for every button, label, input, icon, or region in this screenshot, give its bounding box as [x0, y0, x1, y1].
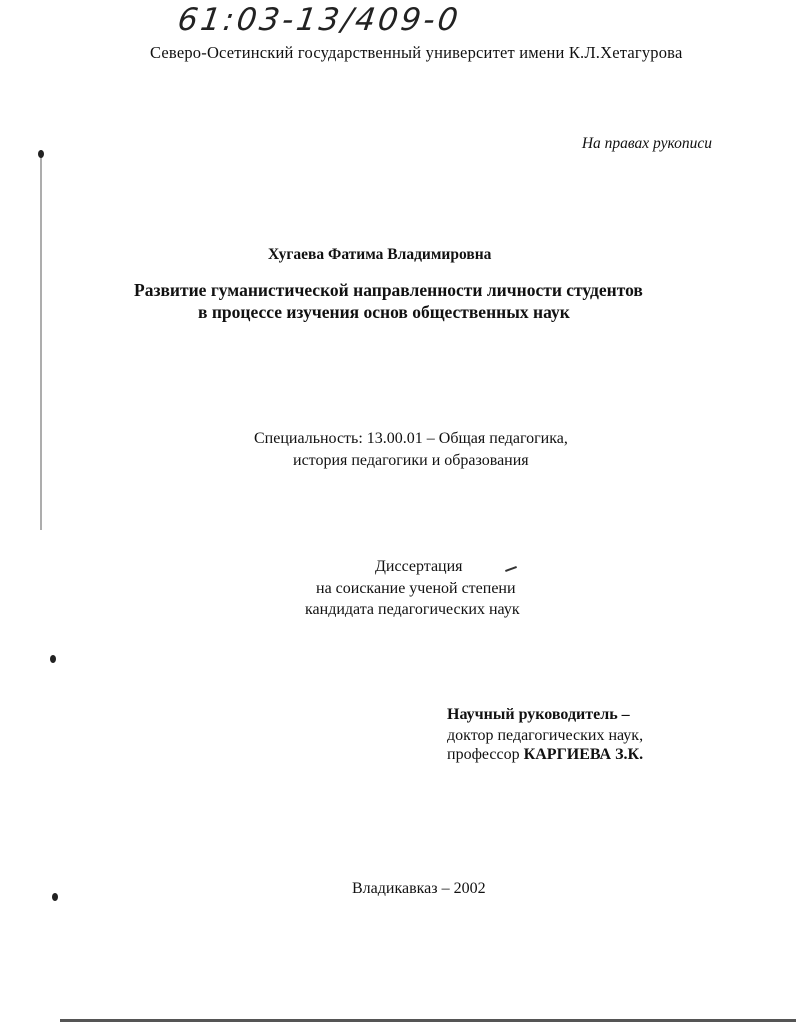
- thesis-title-line-1: Развитие гуманистической направленности личности студентов: [134, 280, 643, 300]
- dissertation-degree-line: на соискание ученой степени: [316, 580, 516, 597]
- supervisor-rank-name: [447, 746, 643, 764]
- author-name: Хугаева Фатима Владимировна: [268, 246, 492, 263]
- specialty-line-1: Специальность: 13.00.01 – Общая педагогика,: [254, 430, 568, 447]
- supervisor-heading: Научный руководитель –: [447, 706, 630, 723]
- specialty-line-2: история педагогики и образования: [293, 452, 529, 469]
- city-year: Владикавказ – 2002: [352, 880, 486, 897]
- scan-margin-artifact: [40, 150, 42, 530]
- binding-hole-mark: [50, 655, 56, 663]
- binding-hole-mark: [52, 893, 58, 901]
- university-name: Северо-Осетинский государственный университет имени К.Л.Хетагурова: [150, 43, 683, 62]
- pen-mark: [505, 566, 517, 572]
- dissertation-field-line: кандидата педагогических наук: [305, 601, 520, 618]
- supervisor-rank: профессор: [447, 746, 520, 763]
- binding-hole-mark: [38, 150, 44, 158]
- dissertation-label: Диссертация: [375, 558, 463, 575]
- archive-number: 61:03-13/409-0: [175, 2, 464, 38]
- supervisor-degree: доктор педагогических наук,: [447, 727, 644, 744]
- thesis-title-line-2: в процессе изучения основ общественных наук: [198, 302, 570, 322]
- scan-bottom-edge: [60, 1019, 796, 1022]
- manuscript-rights: На правах рукописи: [581, 135, 712, 152]
- supervisor-name: КАРГИЕВА З.К.: [523, 746, 644, 763]
